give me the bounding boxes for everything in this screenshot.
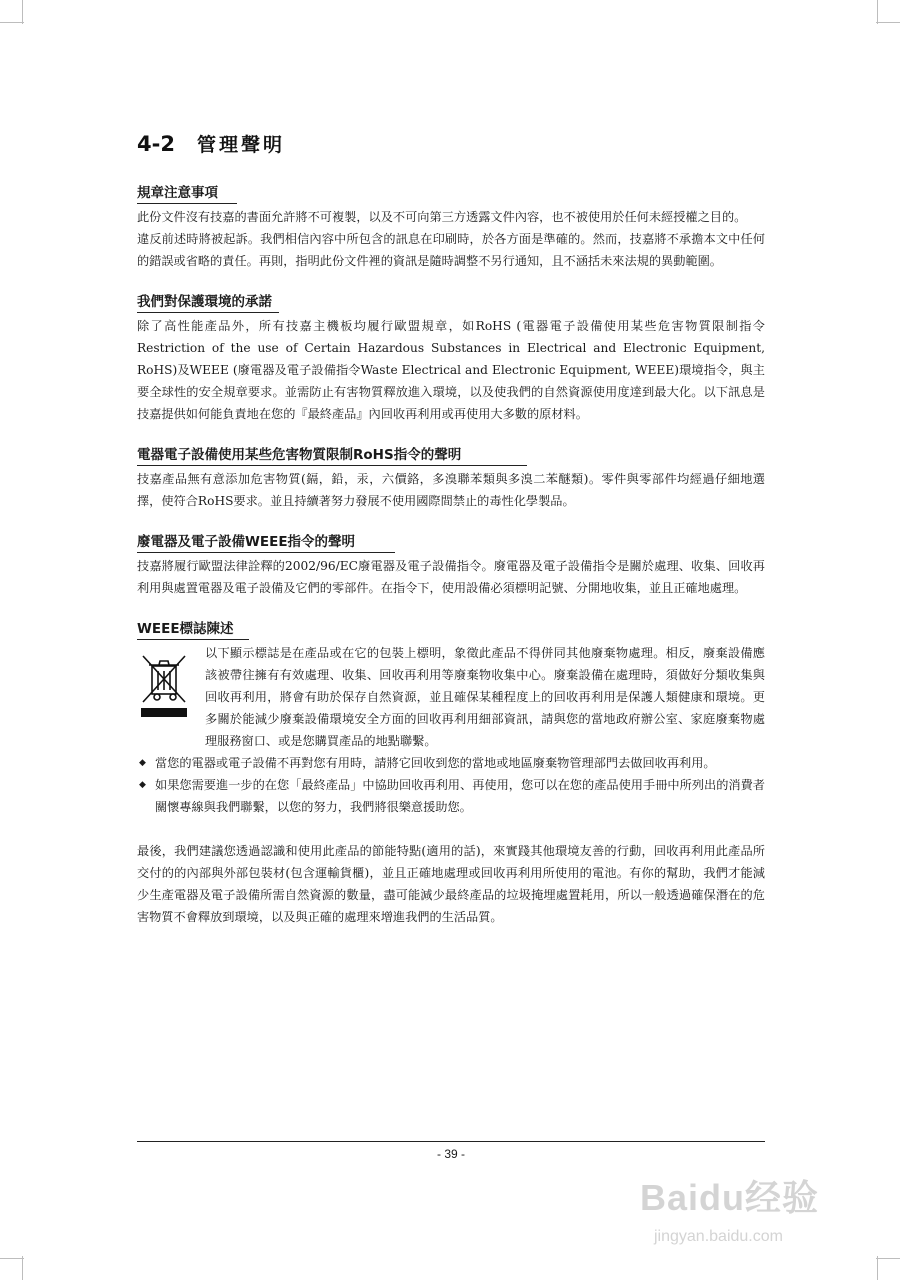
- crop-mark: [0, 1258, 24, 1259]
- section-heading: WEEE標誌陳述: [137, 619, 249, 640]
- list-item-text: 如果您需要進一步的在您「最終產品」中協助回收再利用、再使用，您可以在您的產品使用手冊中所列出的消費者關懷專線與我們聯繫，以您的努力，我們將很樂意援助您。: [155, 778, 765, 814]
- crop-mark: [22, 0, 23, 24]
- page-number: - 39 -: [436, 1147, 465, 1161]
- chapter-title: 管理聲明: [196, 134, 285, 156]
- crop-mark: [877, 0, 878, 24]
- paragraph: 除了高性能產品外，所有技嘉主機板均履行歐盟規章，如RoHS (電器電子設備使用某些危害物質限制指令 Restriction of the use of Certain Hazardous Substances in Electrical and Electronic Equipment, RoHS)及WEEE (廢電器及電子設備指令Waste Electrical and Electronic Equipment, WEEE)環境指令，與主要全球性的安全規章要求。並需防止有害物質釋放進入環境，以及使我們的自然資源使用度達到最大化。以下訊息是技嘉提供如何能負責地在您的『最終產品』內回收再利用或再使用大多數的原材料。: [137, 319, 765, 421]
- diamond-bullet-icon: ◆: [139, 780, 146, 790]
- paragraph: 技嘉將履行歐盟法律詮釋的2002/96/EC廢電器及電子設備指令。廢電器及電子設備指令是關於處理、收集、回收再利用與處置電器及電子設備及它們的零部件。在指令下，使用設備必須標明記號、分開地收集，並且正確地處理。: [137, 559, 765, 595]
- weee-paragraph-text: 以下顯示標誌是在產品或在它的包裝上標明，象徵此產品不得併同其他廢棄物處理。相反，廢棄設備應該被帶往擁有有效處理、收集、回收再利用等廢棄物收集中心。廢棄設備在處理時，須做好分類收集與回收再利用，將會有助於保存自然資源，並且確保某種程度上的回收再利用是保護人類健康和環境。更多關於能減少廢棄設備環境安全方面的回收再利用細部資訊，請與您的當地政府辦公室、家庭廢棄物處理服務窗口、或是您購買產品的地點聯繫。: [205, 646, 765, 748]
- section-regulatory: [137, 183, 765, 272]
- weee-block: [137, 642, 765, 752]
- section-weee-directive: [137, 532, 765, 599]
- paragraph: 技嘉產品無有意添加危害物質(鎘，鉛，汞，六價鉻，多溴聯苯類與多溴二苯醚類)。零件與零部件均經過仔細地選擇，使符合RoHS要求。並且持續著努力發展不使用國際間禁止的毒性化學製品。: [137, 472, 765, 508]
- section-heading: 廢電器及電子設備WEEE指令的聲明: [137, 532, 395, 553]
- crop-mark: [22, 1256, 23, 1280]
- crop-mark: [0, 22, 24, 23]
- weee-paragraph: [137, 642, 765, 752]
- paragraph: 違反前述時將被起訴。我們相信內容中所包含的訊息在印刷時，於各方面是準確的。然而，技嘉將不承擔本文中任何的錯誤或省略的責任。再則，指明此份文件裡的資訊是隨時調整不另行通知，且不涵括未來法規的異動範圍。: [137, 232, 765, 268]
- page-content: [137, 130, 765, 928]
- watermark-logo: Baidu经验: [640, 1177, 820, 1218]
- watermark-site: jingyan.baidu.com: [654, 1228, 783, 1245]
- chapter-number: 4-2: [137, 132, 175, 156]
- chapter-heading: [137, 130, 765, 157]
- list-item-text: 當您的電器或電子設備不再對您有用時，請將它回收到您的當地或地區廢棄物管理部門去做回收再利用。: [155, 756, 716, 770]
- closing-paragraph: 最後，我們建議您透過認識和使用此產品的節能特點(適用的話)，來實踐其他環境友善的行動，回收再利用此產品所交付的的內部與外部包裝材(包含運輸貨櫃)，並且正確地處理或回收再利用所使用的電池。有你的幫助，我們才能減少生產電器及電子設備所需自然資源的數量，盡可能減少最終產品的垃圾掩埋處置耗用，所以一般透過確保潛在的危害物質不會釋放到環境，以及與正確的處理來增進我們的生活品質。: [137, 844, 765, 924]
- paragraph: 此份文件沒有技嘉的書面允許將不可複製，以及不可向第三方透露文件內容，也不被使用於任何未經授權之目的。: [137, 210, 747, 224]
- diamond-bullet-icon: ◆: [139, 758, 146, 768]
- crop-mark: [876, 22, 900, 23]
- section-heading: 電器電子設備使用某些危害物質限制RoHS指令的聲明: [137, 445, 527, 466]
- section-environment: [137, 292, 765, 425]
- weee-bullet-list: [137, 752, 765, 818]
- watermark: [640, 1170, 880, 1265]
- section-rohs: [137, 445, 765, 512]
- list-item: [137, 774, 765, 818]
- section-weee-symbol: [137, 619, 765, 818]
- section-heading: 規章注意事項: [137, 183, 237, 204]
- section-heading: 我們對保護環境的承諾: [137, 292, 279, 313]
- footer-rule: [137, 1141, 765, 1142]
- list-item: [137, 752, 765, 774]
